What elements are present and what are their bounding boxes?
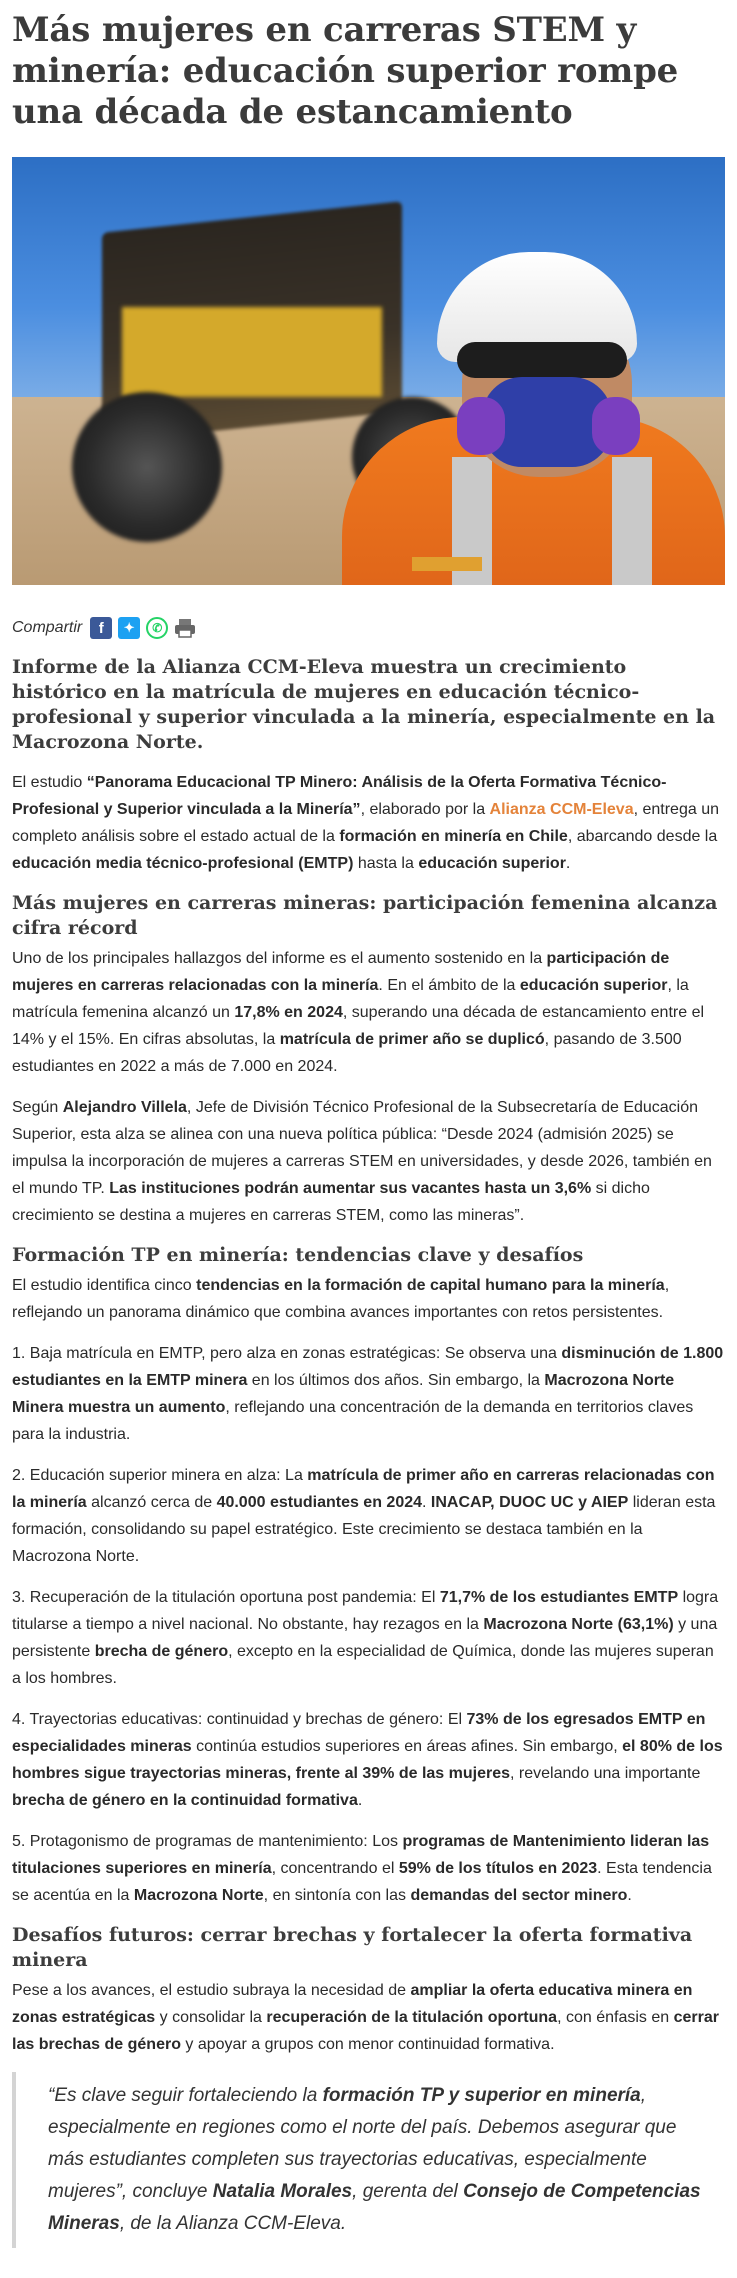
alianza-link[interactable]: Alianza CCM-Eleva bbox=[489, 801, 634, 818]
facebook-icon[interactable]: f bbox=[90, 617, 112, 639]
challenges-paragraph: Pese a los avances, el estudio subraya la necesidad de ampliar la oferta educativa minera en zonas estratégicas y consolidar la recuperación de la titulación oportuna, con énfasis en cerrar las brechas de género y apoyar a grupos con menor continuidad formativa. bbox=[12, 1982, 719, 2053]
section-heading-trends: Formación TP en minería: tendencias clave y desafíos bbox=[12, 1244, 584, 1266]
trend-item-4: 4. Trayectorias educativas: continuidad y brechas de género: El 73% de los egresados EMTP en especialidades mineras continúa estudios superiores en áreas afines. Sin embargo, el 80% de los hombres sigue trayectorias mineras, frente al 39% de las mujeres, revelando una importante brecha de género en la continuidad formativa. bbox=[12, 1711, 723, 1809]
twitter-icon[interactable]: ✦ bbox=[118, 617, 140, 639]
women-paragraph: Uno de los principales hallazgos del informe es el aumento sostenido en la participación de mujeres en carreras relacionadas con la minería. En el ámbito de la educación superior, la matrícula femenina alcanzó un 17,8% en 2024, superando una década de estancamiento entre el 14% y el 15%. En cifras absolutas, la matrícula de primer año se duplicó, pasando de 3.500 estudiantes en 2022 a más de 7.000 en 2024. bbox=[12, 950, 705, 1075]
villela-paragraph: Según Alejandro Villela, Jefe de División Técnico Profesional de la Subsecretaría de Educación Superior, esta alza se alinea con una nueva política pública: “Desde 2024 (admisión 2025) se impulsa la incorporación de mujeres a carreras STEM en universidades, y desde 2026, también en el mundo TP. Las instituciones podrán aumentar sus vacantes hasta un 3,6% si dicho crecimiento se destina a mujeres en carreras STEM, como las mineras”. bbox=[12, 1099, 712, 1224]
hero-respirator-filter bbox=[457, 397, 505, 455]
section-heading-women: Más mujeres en carreras mineras: participación femenina alcanza cifra récord bbox=[12, 892, 718, 939]
hero-vest-badge bbox=[412, 557, 482, 571]
hero-truck-deck bbox=[122, 307, 382, 397]
hero-image-mining-worker bbox=[12, 157, 725, 585]
print-icon[interactable] bbox=[174, 617, 196, 639]
morales-quote: “Es clave seguir fortaleciendo la formación TP y superior en minería, especialmente en regiones como el norte del país. Debemos asegurar que más estudiantes completen sus trayectorias educativas, especialmente mujeres”, concluye Natalia Morales, gerenta del Consejo de Competencias Mineras, de la Alianza CCM-Eleva. bbox=[12, 2072, 725, 2248]
article-title: Más mujeres en carreras STEM y minería: educación superior rompe una década de estancamiento bbox=[12, 10, 679, 132]
hero-vest-stripe bbox=[612, 457, 652, 585]
trend-item-5: 5. Protagonismo de programas de mantenimiento: Los programas de Mantenimiento lideran las titulaciones superiores en minería, concentrando el 59% de los títulos en 2023. Esta tendencia se acentúa en la Macrozona Norte, en sintonía con las demandas del sector minero. bbox=[12, 1833, 712, 1904]
section-heading-challenges: Desafíos futuros: cerrar brechas y fortalecer la oferta formativa minera bbox=[12, 1924, 693, 1971]
trend-item-2: 2. Educación superior minera en alza: La matrícula de primer año en carreras relacionadas con la minería alcanzó cerca de 40.000 estudiantes en 2024. INACAP, DUOC UC y AIEP lideran esta formación, consolidando su papel estratégico. Este crecimiento se destaca también en la Macrozona Norte. bbox=[12, 1467, 716, 1565]
whatsapp-icon[interactable]: ✆ bbox=[146, 617, 168, 639]
trend-item-1: 1. Baja matrícula en EMTP, pero alza en zonas estratégicas: Se observa una disminución de 1.800 estudiantes en la EMTP minera en los últimos dos años. Sin embargo, la Macrozona Norte Minera muestra un aumento, reflejando una concentración de la demanda en territorios claves para la industria. bbox=[12, 1345, 724, 1443]
hero-truck-wheel bbox=[72, 392, 222, 542]
share-bar bbox=[12, 617, 725, 639]
intro-paragraph: El estudio “Panorama Educacional TP Minero: Análisis de la Oferta Formativa Técnico-Profesional y Superior vinculada a la Minería”, elaborado por la Alianza CCM-Eleva, entrega un completo análisis sobre el estado actual de la formación en minería en Chile, abarcando desde la educación media técnico-profesional (EMTP) hasta la educación superior. bbox=[12, 774, 719, 872]
hero-worker-glasses bbox=[457, 342, 627, 378]
hero-respirator-filter bbox=[592, 397, 640, 455]
share-label: Compartir bbox=[12, 619, 83, 636]
trends-intro-paragraph: El estudio identifica cinco tendencias en la formación de capital humano para la minería, reflejando un panorama dinámico que combina avances importantes con retos persistentes. bbox=[12, 1277, 670, 1321]
trend-item-3: 3. Recuperación de la titulación oportuna post pandemia: El 71,7% de los estudiantes EMTP logra titularse a tiempo a nivel nacional. No obstante, hay rezagos en la Macrozona Norte (63,1%) y una persistente brecha de género, excepto en la especialidad de Química, donde las mujeres superan a los hombres. bbox=[12, 1589, 719, 1687]
article-lead: Informe de la Alianza CCM-Eleva muestra un crecimiento histórico en la matrícula de mujeres en educación técnico-profesional y superior vinculada a la minería, especialmente en la Macrozona Norte. bbox=[12, 656, 716, 753]
